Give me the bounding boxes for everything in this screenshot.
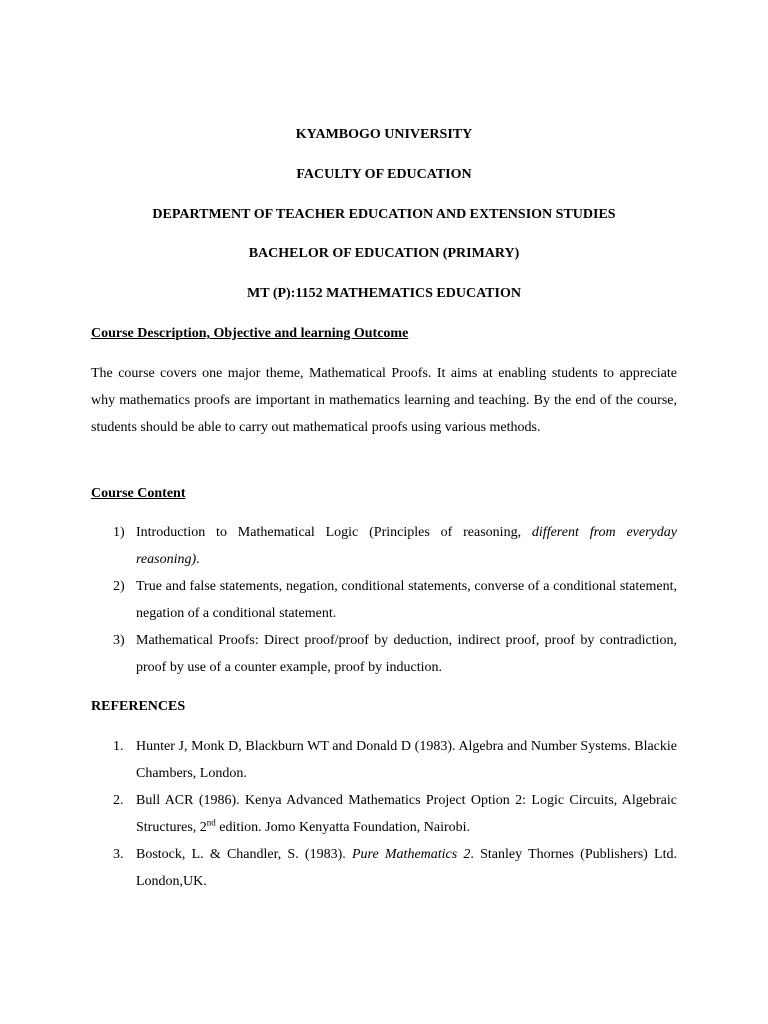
reference-item-text: Bostock, L. & Chandler, S. (1983). Pure Mathematics 2. Stanley Thornes (Publishers) Ltd. London,UK.: [136, 847, 677, 889]
description-heading: Course Description, Objective and learning Outcome: [91, 326, 409, 341]
description-paragraph: The course covers one major theme, Mathematical Proofs. It aims at enabling students to appreciate why mathematics proofs are important in mathematics learning and teaching. By the end of the course, students should be able to carry out mathematical proofs using various methods.: [91, 366, 677, 435]
reference-item-number: 1.: [113, 739, 124, 754]
content-item: [91, 519, 677, 573]
reference-item-text: Hunter J, Monk D, Blackburn WT and Donald D (1983). Algebra and Number Systems. Blackie Chambers, London.: [136, 739, 677, 781]
reference-item: [91, 733, 677, 787]
faculty-title: FACULTY OF EDUCATION: [296, 167, 472, 182]
reference-item-number: 3.: [113, 847, 124, 862]
department-title: DEPARTMENT OF TEACHER EDUCATION AND EXTENSION STUDIES: [152, 207, 616, 222]
content-item: [91, 627, 677, 681]
content-heading: Course Content: [91, 486, 186, 501]
course-title: MT (P):1152 MATHEMATICS EDUCATION: [247, 286, 521, 301]
reference-item: [91, 841, 677, 895]
programme-title: BACHELOR OF EDUCATION (PRIMARY): [248, 246, 520, 261]
content-item-text: Mathematical Proofs: Direct proof/proof by deduction, indirect proof, proof by contradiction, proof by use of a counter example, proof by induction.: [136, 633, 677, 675]
reference-item: [91, 787, 677, 841]
references-heading: REFERENCES: [91, 699, 186, 714]
reference-item-number: 2.: [113, 793, 124, 808]
content-item-text: Introduction to Mathematical Logic (Principles of reasoning, different from everyday reasoning).: [136, 525, 677, 567]
content-item-text: True and false statements, negation, conditional statements, converse of a conditional statement, negation of a conditional statement.: [136, 579, 677, 621]
content-item: [91, 573, 677, 627]
content-item-number: 1): [113, 525, 125, 540]
content-item-number: 3): [113, 633, 125, 648]
reference-item-text: Bull ACR (1986). Kenya Advanced Mathematics Project Option 2: Logic Circuits, Algebraic Structures, 2nd edition. Jomo Kenyatta Foundation, Nairobi.: [136, 793, 677, 835]
university-title: KYAMBOGO UNIVERSITY: [295, 127, 473, 142]
content-item-number: 2): [113, 579, 125, 594]
